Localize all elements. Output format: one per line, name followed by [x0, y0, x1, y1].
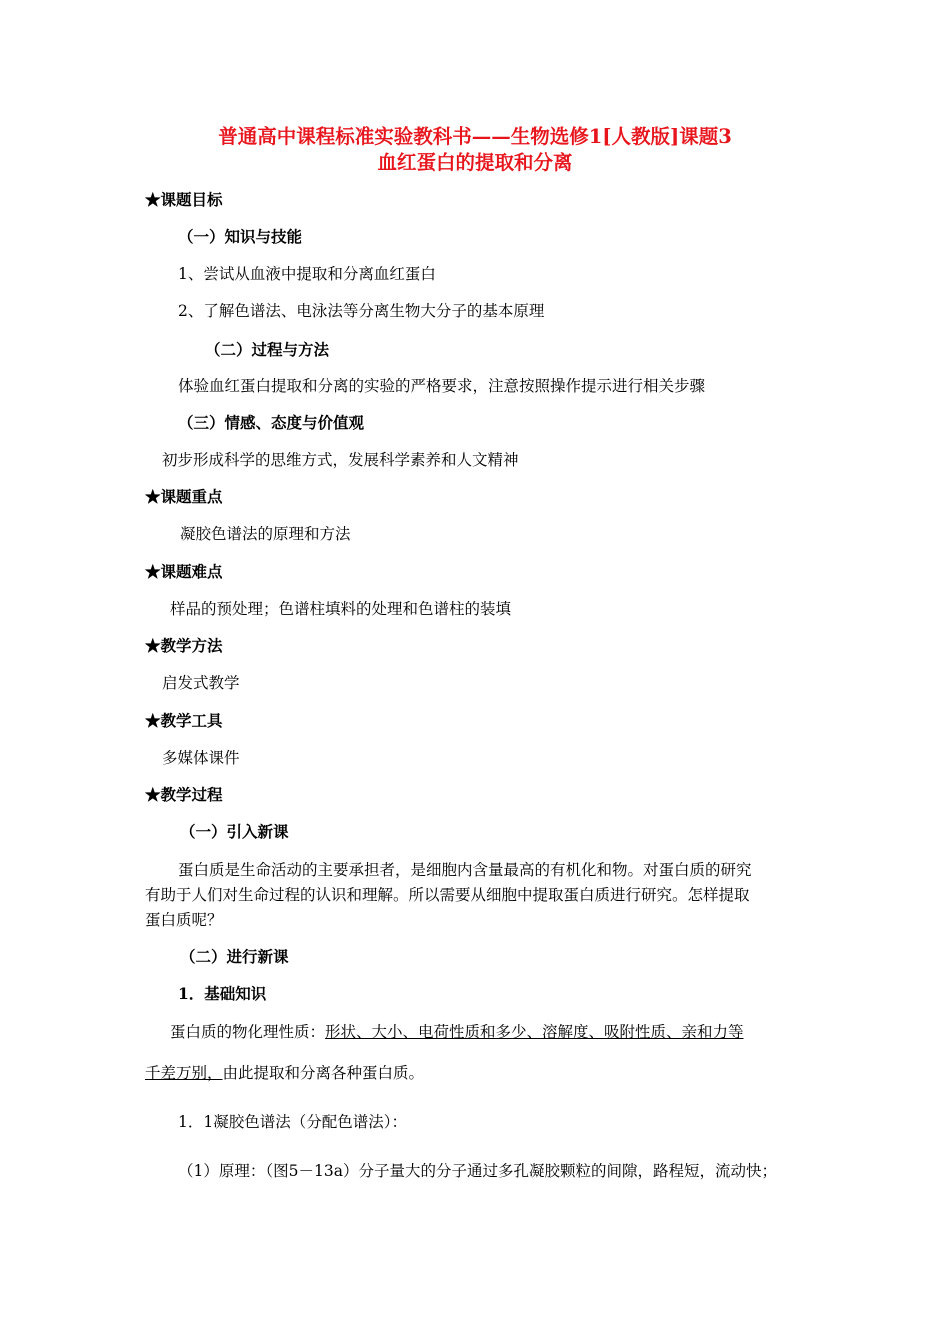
- process-sub-intro: （一）引入新课: [180, 822, 289, 841]
- intro-paragraph-line-2: 有助于人们对生命过程的认识和理解。所以需要从细胞中提取蛋白质进行研究。怎样提取: [145, 886, 750, 904]
- goals-attitude-text: 初步形成科学的思维方式，发展科学素养和人文精神: [162, 451, 519, 469]
- intro-paragraph-line-3: 蛋白质呢？: [145, 911, 223, 929]
- tool-heading: ★教学工具: [145, 711, 223, 730]
- goals-process-text: 体验血红蛋白提取和分离的实验的严格要求，注意按照操作提示进行相关步骤: [178, 377, 706, 395]
- difficult-text: 样品的预处理；色谱柱填料的处理和色谱柱的装填: [170, 600, 512, 618]
- gel-chromatography-heading: 1．1凝胶色谱法（分配色谱法）：: [178, 1113, 407, 1131]
- process-heading: ★教学过程: [145, 785, 223, 804]
- difficult-heading: ★课题难点: [145, 562, 223, 581]
- basic-knowledge-heading: 1．基础知识: [178, 984, 267, 1003]
- goals-heading: ★课题目标: [145, 190, 223, 209]
- tool-text: 多媒体课件: [162, 749, 240, 767]
- process-sub-new: （二）进行新课: [180, 947, 289, 966]
- goals-sub-process: （二）过程与方法: [205, 340, 330, 359]
- method-heading: ★教学方法: [145, 636, 223, 655]
- protein-properties-line-2: [145, 1063, 424, 1083]
- protein-properties-underlined-1: 形状、大小、电荷性质和多少、溶解度、吸附性质、亲和力等: [325, 1023, 744, 1041]
- principle-line: （1）原理：（图5－13a）分子量大的分子通过多孔凝胶颗粒的间隙，路程短，流动快；: [178, 1162, 777, 1180]
- title-line-1: 普通高中课程标准实验教科书——生物选修1[人教版]课题3: [218, 125, 732, 148]
- intro-paragraph-line-1: 蛋白质是生命活动的主要承担者，是细胞内含量最高的有机化和物。对蛋白质的研究: [178, 861, 752, 879]
- title-line-2: 血红蛋白的提取和分离: [377, 151, 573, 174]
- goals-sub-knowledge: （一）知识与技能: [178, 227, 303, 246]
- protein-properties-suffix: 由此提取和分离各种蛋白质。: [222, 1064, 425, 1082]
- key-heading: ★课题重点: [145, 487, 223, 506]
- goals-item-2: 2、了解色谱法、电泳法等分离生物大分子的基本原理: [178, 302, 545, 320]
- goals-sub-attitude: （三）情感、态度与价值观: [178, 413, 365, 432]
- protein-properties-line-1: [170, 1022, 744, 1042]
- key-text: 凝胶色谱法的原理和方法: [180, 525, 351, 543]
- protein-properties-underlined-2: 千差万别，: [145, 1064, 223, 1082]
- protein-properties-prefix: 蛋白质的物化理性质：: [170, 1023, 326, 1041]
- goals-item-1: 1、尝试从血液中提取和分离血红蛋白: [178, 265, 436, 283]
- method-text: 启发式教学: [162, 674, 240, 692]
